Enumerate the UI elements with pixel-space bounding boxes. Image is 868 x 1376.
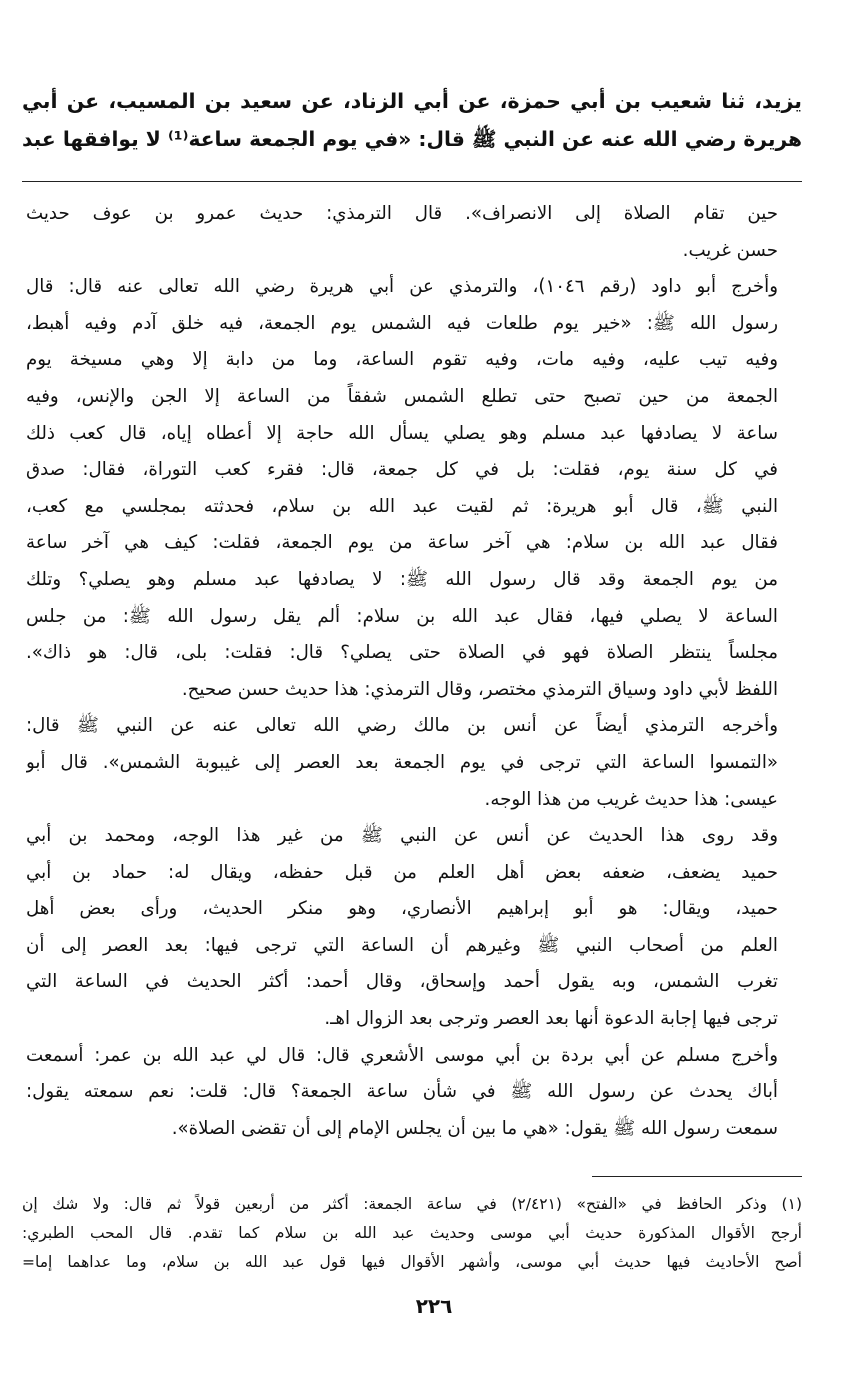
footnotes-section xyxy=(22,1190,802,1277)
commentary-line: من يوم الجمعة وقد قال رسول الله ﷺ: لا يصادفها عبد مسلم وهو يصلي؟ وتلك xyxy=(26,568,778,590)
page-number: ٢٢٦ xyxy=(415,1294,453,1318)
footnote-separator-rule xyxy=(592,1176,802,1177)
footnote-line: (١) وذكر الحافظ في «الفتح» (٢/٤٢١) في ساعة الجمعة: أكثر من أربعين قولاً ثم قال: ولا شك إن xyxy=(22,1195,802,1213)
commentary-line: حسن غريب. xyxy=(682,239,778,261)
main-text-line-1: يزيد، ثنا شعيب بن أبي حمزة، عن أبي الزناد، عن سعيد بن المسيب، عن أبي xyxy=(22,89,802,113)
commentary-line: حين تقام الصلاة إلى الانصراف». قال الترمذي: حديث عمرو بن عوف حديث xyxy=(26,203,778,224)
main-hadith-text xyxy=(22,82,802,158)
commentary-line: وأخرج أبو داود (رقم ١٠٤٦)، والترمذي عن أبي هريرة رضي الله تعالى عنه قال: قال xyxy=(26,276,778,298)
commentary-line: «التمسوا الساعة التي ترجى في يوم الجمعة بعد العصر إلى غيبوبة الشمس». قال أبو xyxy=(26,751,778,773)
commentary-line: وقد روى هذا الحديث عن أنس عن النبي ﷺ من غير هذا الوجه، ومحمد بن أبي xyxy=(26,825,778,847)
commentary-paragraph-6 xyxy=(26,1038,778,1148)
commentary-paragraph-1 xyxy=(26,196,778,269)
main-text-separator-rule xyxy=(22,181,802,182)
commentary-line: النبي ﷺ، قال أبو هريرة: ثم لقيت عبد الله بن سلام، فحدثته بمجلسي مع كعب، xyxy=(26,495,778,517)
commentary-line: الجمعة من حين تصبح حتى تطلع الشمس شفقاً من الساعة إلا الجن والإنس، وفيه xyxy=(26,385,778,407)
commentary-line: حميد، ويقال: هو أبو إبراهيم الأنصاري، وهو منكر الحديث، ورأى بعض أهل xyxy=(26,898,778,920)
commentary-line: وفيه تيب عليه، وفيه مات، وفيه تقوم الساعة، وما من دابة إلا وهي مسيخة يوم xyxy=(26,349,778,371)
commentary-line: ترجى فيها إجابة الدعوة أنها بعد العصر وترجى بعد الزوال اهـ. xyxy=(324,1008,778,1030)
commentary-line: الساعة لا يصلي فيها، فقال عبد الله بن سلام: ألم يقل رسول الله ﷺ: من جلس xyxy=(26,605,778,627)
commentary-paragraph-4 xyxy=(26,708,778,818)
commentary-section xyxy=(26,196,778,1147)
commentary-line: في كل سنة يوم، فقلت: بل في كل جمعة، قال: فقرء كعب التوراة، فقال: صدق xyxy=(26,459,778,481)
commentary-line: العلم من أصحاب النبي ﷺ وغيرهم أن الساعة التي ترجى فيها: بعد العصر إلى أن xyxy=(26,934,778,956)
commentary-line: وأخرج مسلم عن أبي بردة بن أبي موسى الأشعري قال: قال لي عبد الله بن عمر: أسمعت xyxy=(26,1044,778,1066)
commentary-line: عيسى: هذا حديث غريب من هذا الوجه. xyxy=(484,788,778,810)
commentary-line: اللفظ لأبي داود وسياق الترمذي مختصر، وقال الترمذي: هذا حديث حسن صحيح. xyxy=(181,678,778,700)
commentary-paragraph-2 xyxy=(26,269,778,672)
main-text-line-2: هريرة رضي الله عنه عن النبي ﷺ قال: «في يوم الجمعة ساعة⁽¹⁾ لا يوافقها عبد xyxy=(22,127,802,151)
commentary-line: تغرب الشمس، وبه يقول أحمد وإسحاق، وقال أحمد: أكثر الحديث في الساعة التي xyxy=(26,971,778,993)
footnote-line: أرجح الأقوال المذكورة حديث أبي موسى وحديث عبد الله بن سلام كما تقدم. قال المحب الطبري: xyxy=(22,1224,802,1242)
commentary-line: فقال عبد الله بن سلام: هي آخر ساعة من يوم الجمعة، فقلت: كيف هي آخر ساعة xyxy=(26,532,778,554)
commentary-line: أباك يحدث عن رسول الله ﷺ في شأن ساعة الجمعة؟ قال: قلت: نعم سمعته يقول: xyxy=(26,1081,778,1103)
commentary-line: ساعة لا يصادفها عبد مسلم وهو يصلي يسأل الله حاجة إلا أعطاه إياه، قال كعب ذلك xyxy=(26,422,778,444)
commentary-line: رسول الله ﷺ: «خير يوم طلعات فيه الشمس يوم الجمعة، فيه خلق آدم وفيه أهبط، xyxy=(26,312,778,334)
commentary-line: مجلساً ينتظر الصلاة فهو في الصلاة حتى يصلي؟ قال: فقلت: بلى، قال: هو ذاك». xyxy=(26,642,778,664)
commentary-line: سمعت رسول الله ﷺ يقول: «هي ما بين أن يجلس الإمام إلى أن تقضى الصلاة». xyxy=(171,1117,778,1139)
commentary-paragraph-3 xyxy=(26,672,778,709)
commentary-line: وأخرجه الترمذي أيضاً عن أنس بن مالك رضي الله تعالى عنه عن النبي ﷺ قال: xyxy=(26,715,778,737)
commentary-line: حميد يضعف، ضعفه بعض أهل العلم من قبل حفظه، ويقال له: حماد بن أبي xyxy=(26,861,778,883)
footnote-line: أصح الأحاديث فيها حديث أبي موسى، وأشهر الأقوال فيها قول عبد الله بن سلام، وما عداهما إما= xyxy=(22,1253,802,1271)
commentary-paragraph-5 xyxy=(26,818,778,1038)
